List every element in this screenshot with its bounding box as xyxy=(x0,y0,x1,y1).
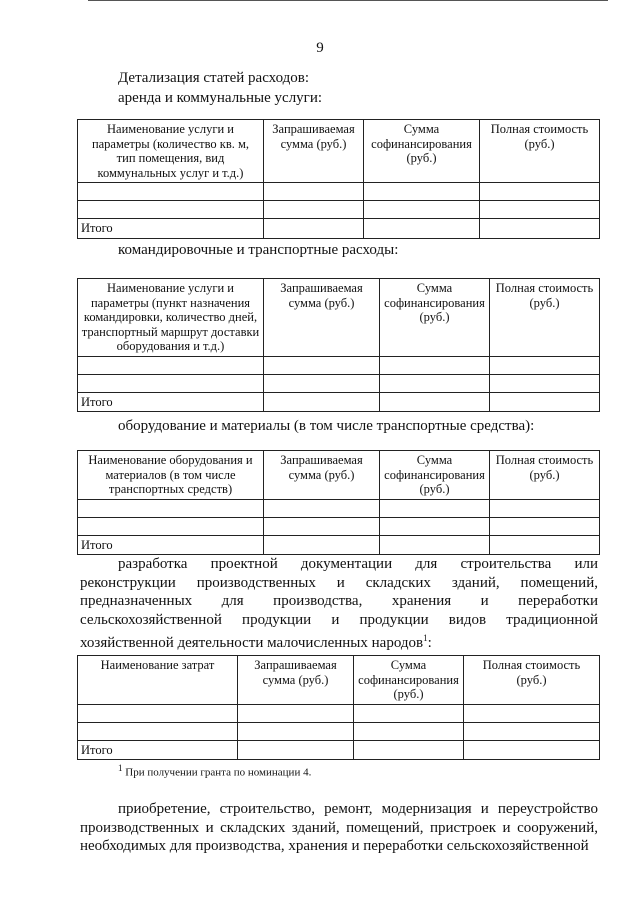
table-cell[interactable] xyxy=(464,704,600,722)
table-header-row xyxy=(78,656,600,705)
table-cell[interactable] xyxy=(464,740,600,760)
total-row xyxy=(78,392,600,412)
column-header: Наименование услуги и параметры (количество кв. м, тип помещения, вид коммунальных услуг и т.д.) xyxy=(78,120,264,183)
column-header: Наименование услуги и параметры (пункт назначения командировки, количество дней, транспортный маршрут доставки оборудования и т.д.) xyxy=(78,279,264,357)
table-cell[interactable] xyxy=(490,356,600,374)
section3-title: оборудование и материалы (в том числе транспортные средства): xyxy=(118,418,535,434)
travel-transport-table xyxy=(77,278,600,412)
column-header: Наименование оборудования и материалов (в том числе транспортных средств) xyxy=(78,451,264,500)
total-label: Итого xyxy=(78,535,264,555)
column-header: Полная стоимость (руб.) xyxy=(480,120,600,183)
table-cell[interactable] xyxy=(380,535,490,555)
table-cell[interactable] xyxy=(78,517,264,535)
footnote xyxy=(118,763,311,779)
table-cell[interactable] xyxy=(238,740,354,760)
column-header: Запрашиваемая сумма (руб.) xyxy=(264,279,380,357)
table-cell[interactable] xyxy=(380,392,490,412)
table-cell[interactable] xyxy=(380,517,490,535)
footnote-text: При получении гранта по номинации 4. xyxy=(125,766,312,779)
total-row xyxy=(78,219,600,239)
section4-paragraph xyxy=(80,555,598,653)
table-cell[interactable] xyxy=(78,499,264,517)
table-row xyxy=(78,499,600,517)
column-header: Сумма софинансирования (руб.) xyxy=(380,279,490,357)
table-cell[interactable] xyxy=(264,535,380,555)
table-cell[interactable] xyxy=(264,183,364,201)
column-header: Сумма софинансирования (руб.) xyxy=(380,451,490,500)
section2-title: командировочные и транспортные расходы: xyxy=(118,242,399,258)
table-cell[interactable] xyxy=(364,201,480,219)
table-cell[interactable] xyxy=(480,183,600,201)
equipment-materials-table xyxy=(77,450,600,555)
column-header: Полная стоимость (руб.) xyxy=(464,656,600,705)
table-cell[interactable] xyxy=(354,740,464,760)
table-row xyxy=(78,356,600,374)
total-label: Итого xyxy=(78,392,264,412)
column-header: Полная стоимость (руб.) xyxy=(490,279,600,357)
table-cell[interactable] xyxy=(238,722,354,740)
column-header: Сумма софинансирования (руб.) xyxy=(354,656,464,705)
section4-text: разработка проектной документации для строительства или реконструкции производственных и складских зданий, помещений, предназначенных для производства, хранения и переработки сельскохозяйственной продукции и продукции видов традиционной хозяйственной деятельности малочисленных народов xyxy=(80,556,598,651)
table-cell[interactable] xyxy=(490,392,600,412)
table-cell[interactable] xyxy=(264,392,380,412)
column-header: Запрашиваемая сумма (руб.) xyxy=(264,451,380,500)
table-cell[interactable] xyxy=(264,356,380,374)
table-cell[interactable] xyxy=(380,374,490,392)
table-cell[interactable] xyxy=(480,219,600,239)
column-header: Наименование затрат xyxy=(78,656,238,705)
table-row xyxy=(78,704,600,722)
design-docs-table xyxy=(77,655,600,760)
section5-text: приобретение, строительство, ремонт, модернизация и переустройство производственных и складских зданий, помещений, пристроек и сооружений, необходимых для производства, хранения и переработки сельскохозяйственной xyxy=(80,801,598,854)
top-border-line xyxy=(88,0,608,1)
table-header-row xyxy=(78,451,600,500)
table-header-row xyxy=(78,120,600,183)
total-label: Итого xyxy=(78,219,264,239)
page-number: 9 xyxy=(316,40,324,56)
table-cell[interactable] xyxy=(264,219,364,239)
table-cell[interactable] xyxy=(264,517,380,535)
table-row xyxy=(78,374,600,392)
table-cell[interactable] xyxy=(380,356,490,374)
table-cell[interactable] xyxy=(380,499,490,517)
table-cell[interactable] xyxy=(490,517,600,535)
table-row xyxy=(78,722,600,740)
footnote-mark: 1 xyxy=(118,763,123,773)
table-header-row xyxy=(78,279,600,357)
table-cell[interactable] xyxy=(78,201,264,219)
section4-text-block xyxy=(80,555,598,653)
section1-title: аренда и коммунальные услуги: xyxy=(118,90,323,106)
section4-colon: : xyxy=(427,635,432,651)
table-cell[interactable] xyxy=(354,704,464,722)
intro-title: Детализация статей расходов: xyxy=(118,70,310,86)
table-cell[interactable] xyxy=(78,704,238,722)
table-cell[interactable] xyxy=(78,374,264,392)
total-label: Итого xyxy=(78,740,238,760)
table-cell[interactable] xyxy=(264,499,380,517)
table-row xyxy=(78,517,600,535)
table-cell[interactable] xyxy=(354,722,464,740)
table-cell[interactable] xyxy=(78,183,264,201)
rent-utilities-table xyxy=(77,119,600,239)
total-row xyxy=(78,740,600,760)
table-cell[interactable] xyxy=(78,722,238,740)
table-cell[interactable] xyxy=(464,722,600,740)
table-row xyxy=(78,183,600,201)
column-header: Запрашиваемая сумма (руб.) xyxy=(238,656,354,705)
column-header: Сумма софинансирования (руб.) xyxy=(364,120,480,183)
table-cell[interactable] xyxy=(490,499,600,517)
table-cell[interactable] xyxy=(78,356,264,374)
table-cell[interactable] xyxy=(364,219,480,239)
table-cell[interactable] xyxy=(238,704,354,722)
table-cell[interactable] xyxy=(364,183,480,201)
table-row xyxy=(78,201,600,219)
table-cell[interactable] xyxy=(490,535,600,555)
column-header: Запрашиваемая сумма (руб.) xyxy=(264,120,364,183)
column-header: Полная стоимость (руб.) xyxy=(490,451,600,500)
table-cell[interactable] xyxy=(264,201,364,219)
section5-paragraph xyxy=(80,800,598,856)
table-cell[interactable] xyxy=(480,201,600,219)
total-row xyxy=(78,535,600,555)
table-cell[interactable] xyxy=(490,374,600,392)
table-cell[interactable] xyxy=(264,374,380,392)
footnote-reference[interactable]: 1 xyxy=(423,633,428,643)
